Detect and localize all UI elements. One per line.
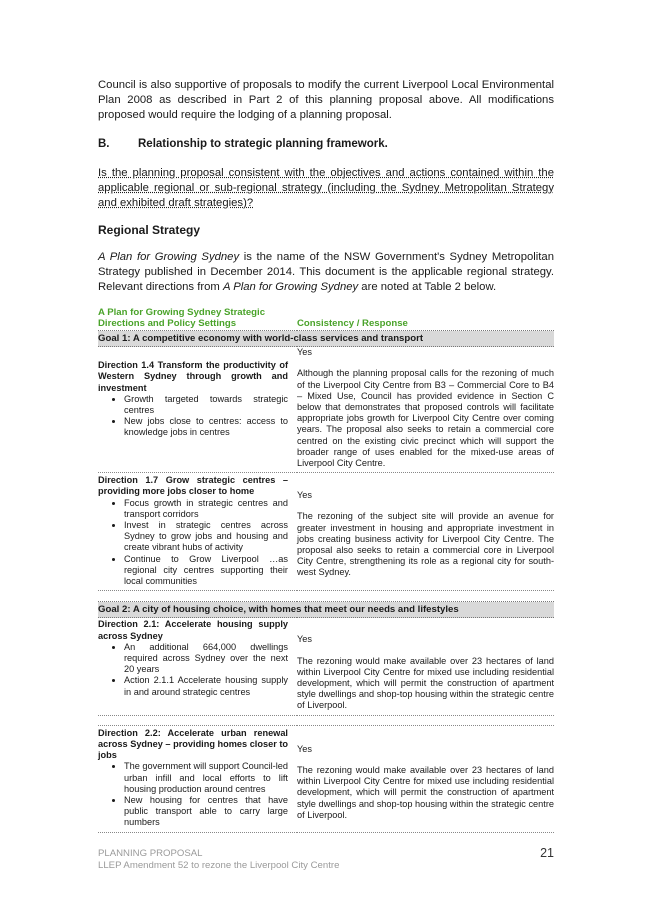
page-number: 21	[540, 846, 554, 860]
direction-2-2-title: Direction 2.2: Accelerate urban renewal across Sydney – providing homes closer to jobs	[98, 727, 288, 761]
table-row	[98, 618, 554, 715]
doc-title-2: A Plan for Growing Sydney	[222, 281, 359, 293]
list-item: • An additional 664,000 dwellings required across Sydney over the next 20 years	[124, 642, 288, 676]
list-item: • Growth targeted towards strategic centres	[124, 394, 288, 416]
direction-1-4-bullets	[98, 394, 288, 439]
direction-1-4-yes: Yes	[297, 347, 312, 358]
direction-2-2-yes: Yes	[297, 743, 312, 754]
list-item: • Action 2.1.1 Accelerate housing supply in and around strategic centres	[124, 675, 288, 697]
table-row	[98, 347, 554, 473]
table-header-row	[98, 305, 554, 331]
strategy-table	[98, 305, 554, 833]
list-item: • Focus growth in strategic centres and transport corridors	[124, 498, 288, 520]
list-item: • The government will support Council-led urban infill and local efforts to lift housing production around centres	[124, 761, 288, 795]
goal-1-label: Goal 1: A competitive economy with world-class services and transport	[98, 331, 554, 347]
doc-title-1: A Plan for Growing Sydney	[98, 251, 240, 263]
list-item: • Continue to Grow Liverpool …as regional city centres supporting their local communities	[124, 554, 288, 588]
list-item: • Invest in strategic centres across Sydney to grow jobs and housing and create vibrant hubs of activity	[124, 520, 288, 554]
direction-2-1-yes: Yes	[297, 634, 312, 645]
goal-1-row	[98, 331, 554, 347]
page-body	[98, 78, 554, 833]
direction-1-7-title: Direction 1.7 Grow strategic centres – providing more jobs closer to home	[98, 475, 288, 497]
direction-1-7-bullets	[98, 498, 288, 588]
col-header-directions: A Plan for Growing Sydney Strategic Directions and Policy Settings	[98, 307, 266, 329]
regional-strategy-paragraph	[98, 250, 554, 295]
section-b-number: B.	[98, 138, 110, 150]
direction-2-2-bullets	[98, 761, 288, 828]
goal-2-row	[98, 602, 554, 618]
col-header-consistency: Consistency / Response	[297, 318, 408, 329]
list-item: • New jobs close to centres: access to knowledge jobs in centres	[124, 416, 288, 438]
page-footer	[98, 848, 554, 871]
direction-2-1-bullets	[98, 642, 288, 698]
direction-1-7-response: The rezoning of the subject site will provide an avenue for greater investment in housing and appropriate investment in jobs creating business activity for Liverpool City Centre. The proposal also seeks to retain a commercial core in Liverpool City Centre, strengthening its role as a regional city for south-west Sydney.	[297, 511, 554, 578]
strategy-question: Is the planning proposal consistent with the objectives and actions contained within the applicable regional or sub-regional strategy (including the Sydney Metropolitan Strategy and exhibited draft strategies)?	[98, 167, 554, 209]
footer-document-type: PLANNING PROPOSAL	[98, 848, 203, 859]
direction-1-7-yes: Yes	[297, 490, 312, 501]
direction-1-4-title: Direction 1.4 Transform the productivity of Western Sydney through growth and investment	[98, 360, 288, 393]
direction-1-4-response: Although the planning proposal calls for the rezoning of much of the Liverpool City Centre from B3 – Commercial Core to B4 – Mixed Use, Council has provided evidence in Section C below that demonstrates that proposed controls will facilitate appropriate jobs growth for Liverpool City Centre over coming years. The proposal also seeks to retain a commercial core centred on the existing civic precinct which will support the broader range of uses enabled for the mixed-use areas of Liverpool City Centre.	[297, 368, 554, 469]
regional-strategy-heading: Regional Strategy	[98, 223, 201, 237]
list-item: • New housing for centres that have public transport able to carry large numbers	[124, 795, 288, 829]
direction-2-2-response: The rezoning would make available over 23 hectares of land within Liverpool City Centre for mixed use including residential development, which will permit the construction of apartment style dwellings and shop-top housing within the strategic centre of Liverpool.	[297, 764, 554, 820]
para-text-1: is the name of the NSW Government's Sydney Metropolitan Strategy published in December 2014. This document is the applicable regional strategy. Relevant directions from	[98, 251, 554, 293]
table-row	[98, 473, 554, 591]
section-b-heading	[98, 137, 554, 152]
direction-2-1-title: Direction 2.1: Accelerate housing supply across Sydney	[98, 619, 288, 641]
goal-2-label: Goal 2: A city of housing choice, with homes that meet our needs and lifestyles	[98, 602, 554, 618]
intro-paragraph: Council is also supportive of proposals to modify the current Liverpool Local Environmental Plan 2008 as described in Part 2 of this planning proposal above. All modifications proposed would require the lodging of a planning proposal.	[98, 79, 554, 121]
direction-2-1-response: The rezoning would make available over 23 hectares of land within Liverpool City Centre for mixed use including residential development, which will permit the construction of apartment style dwellings and shop-top housing within the strategic centre of Liverpool.	[297, 655, 554, 711]
footer-document-subtitle: LLEP Amendment 52 to rezone the Liverpool City Centre	[98, 859, 340, 871]
section-b-title: Relationship to strategic planning framework.	[138, 138, 388, 150]
para-text-2: are noted at Table 2 below.	[358, 281, 497, 293]
table-row	[98, 725, 554, 832]
